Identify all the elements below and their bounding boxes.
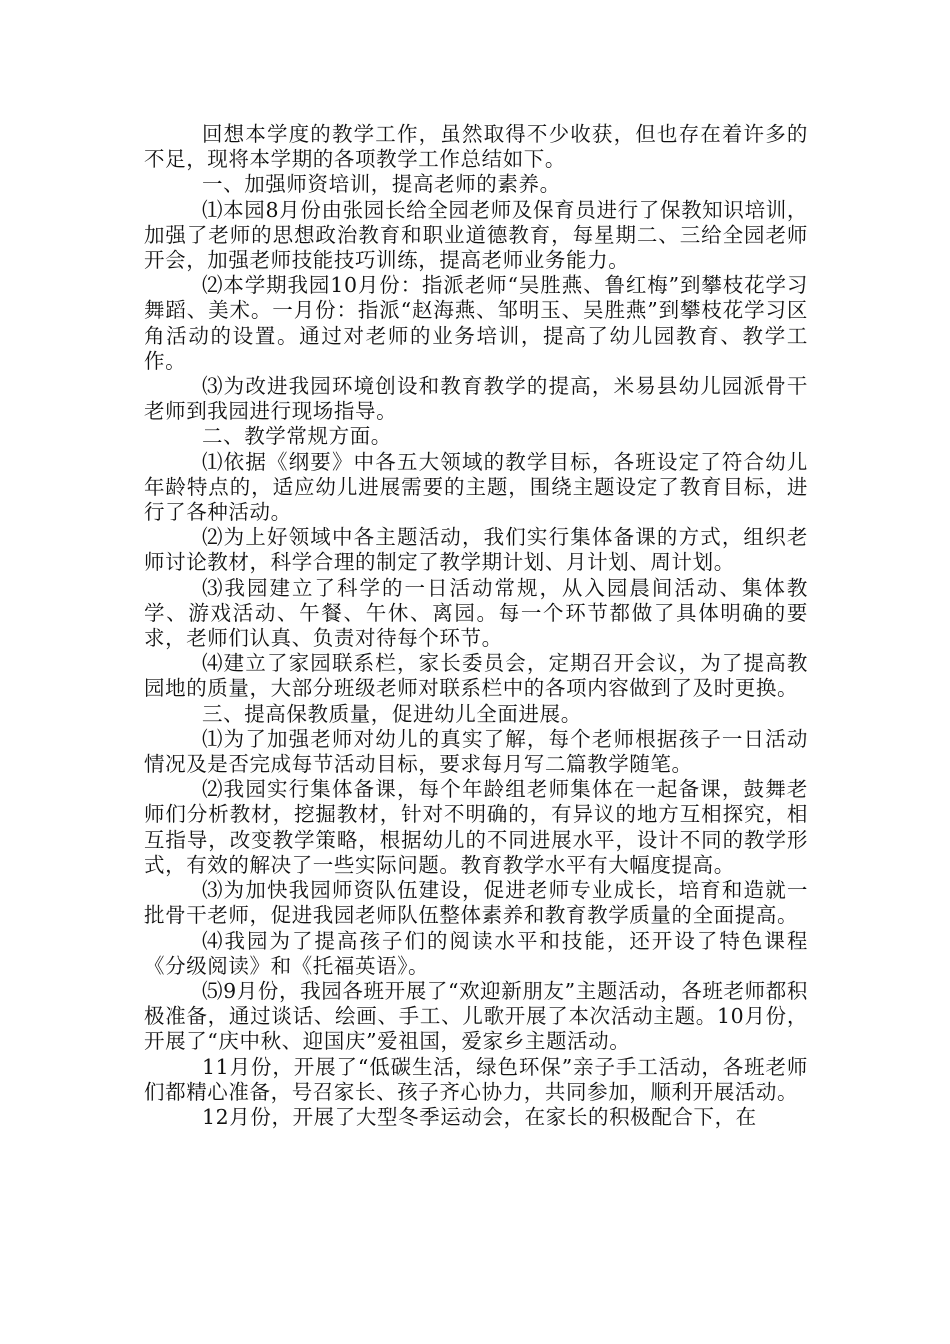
section-heading-2: 二、教学常规方面。 [202,424,392,449]
paragraph-3-6: 11月份，开展了“低碳生活，绿色环保”亲子手工活动，各班老师们都精心准备，号召家长、孩子齐心协力，共同参加，顺利开展活动。 [144,1054,808,1104]
paragraph-1-1: ⑴本园8月份由张园长给全园老师及保育员进行了保教知识培训，加强了老师的思想政治教育和职业道德教育，每星期二、三给全园老师开会，加强老师技能技巧训练，提高老师业务能力。 [144,197,808,273]
paragraph-2-1: ⑴依据《纲要》中各五大领域的教学目标，各班设定了符合幼儿年龄特点的，适应幼儿进展需要的主题，围绕主题设定了教育目标，进行了各种活动。 [144,449,808,525]
paragraph-2-4: ⑷建立了家园联系栏，家长委员会，定期召开会议，为了提高教园地的质量，大部分班级老师对联系栏中的各项内容做到了及时更换。 [144,651,808,701]
paragraph-3-3: ⑶为加快我园师资队伍建设，促进老师专业成长，培育和造就一批骨干老师，促进我园老师队伍整体素养和教育教学质量的全面提高。 [144,878,808,928]
paragraph-3-5: ⑸9月份，我园各班开展了“欢迎新朋友”主题活动，各班老师都积极准备，通过谈话、绘画、手工、儿歌开展了本次活动主题。10月份，开展了“庆中秋、迎国庆”爱祖国，爱家乡主题活动。 [144,978,808,1054]
paragraph-2-2: ⑵为上好领域中各主题活动，我们实行集体备课的方式，组织老师讨论教材，科学合理的制定了教学期计划、月计划、周计划。 [144,525,808,575]
paragraph-3-1: ⑴为了加强老师对幼儿的真实了解，每个老师根据孩子一日活动情况及是否完成每节活动目标，要求每月写二篇教学随笔。 [144,726,808,777]
paragraph-3-7: 12月份，开展了大型冬季运动会，在家长的积极配合下，在 [202,1104,757,1129]
document-body [144,122,808,1130]
paragraph-3-2: ⑵我园实行集体备课，每个年龄组老师集体在一起备课，鼓舞老师们分析教材，挖掘教材，针对不明确的，有异议的地方互相探究，相互指导，改变教学策略，根据幼儿的不同进展水平，设计不同的教学形式，有效的解决了一些实际问题。教育教学水平有大幅度提高。 [144,777,808,877]
paragraph-intro: 回想本学度的教学工作，虽然取得不少收获，但也存在着许多的不足，现将本学期的各项教学工作总结如下。 [144,122,808,172]
paragraph-1-3: ⑶为改进我园环境创设和教育教学的提高，米易县幼儿园派骨干老师到我园进行现场指导。 [144,374,808,424]
paragraph-2-3: ⑶我园建立了科学的一日活动常规，从入园晨间活动、集体教学、游戏活动、午餐、午休、离园。每一个环节都做了具体明确的要求，老师们认真、负责对待每个环节。 [144,575,808,651]
paragraph-3-4: ⑷我园为了提高孩子们的阅读水平和技能，还开设了特色课程《分级阅读》和《托福英语》。 [144,928,808,978]
paragraph-1-2: ⑵本学期我园10月份：指派老师“吴胜燕、鲁红梅”到攀枝花学习舞蹈、美术。一月份：指派“赵海燕、邹明玉、吴胜燕”到攀枝花学习区角活动的设置。通过对老师的业务培训，提高了幼儿园教育、教学工作。 [144,273,808,373]
section-heading-3: 三、提高保教质量，促进幼儿全面进展。 [202,701,582,726]
section-heading-1: 一、加强师资培训，提高老师的素养。 [202,172,561,197]
